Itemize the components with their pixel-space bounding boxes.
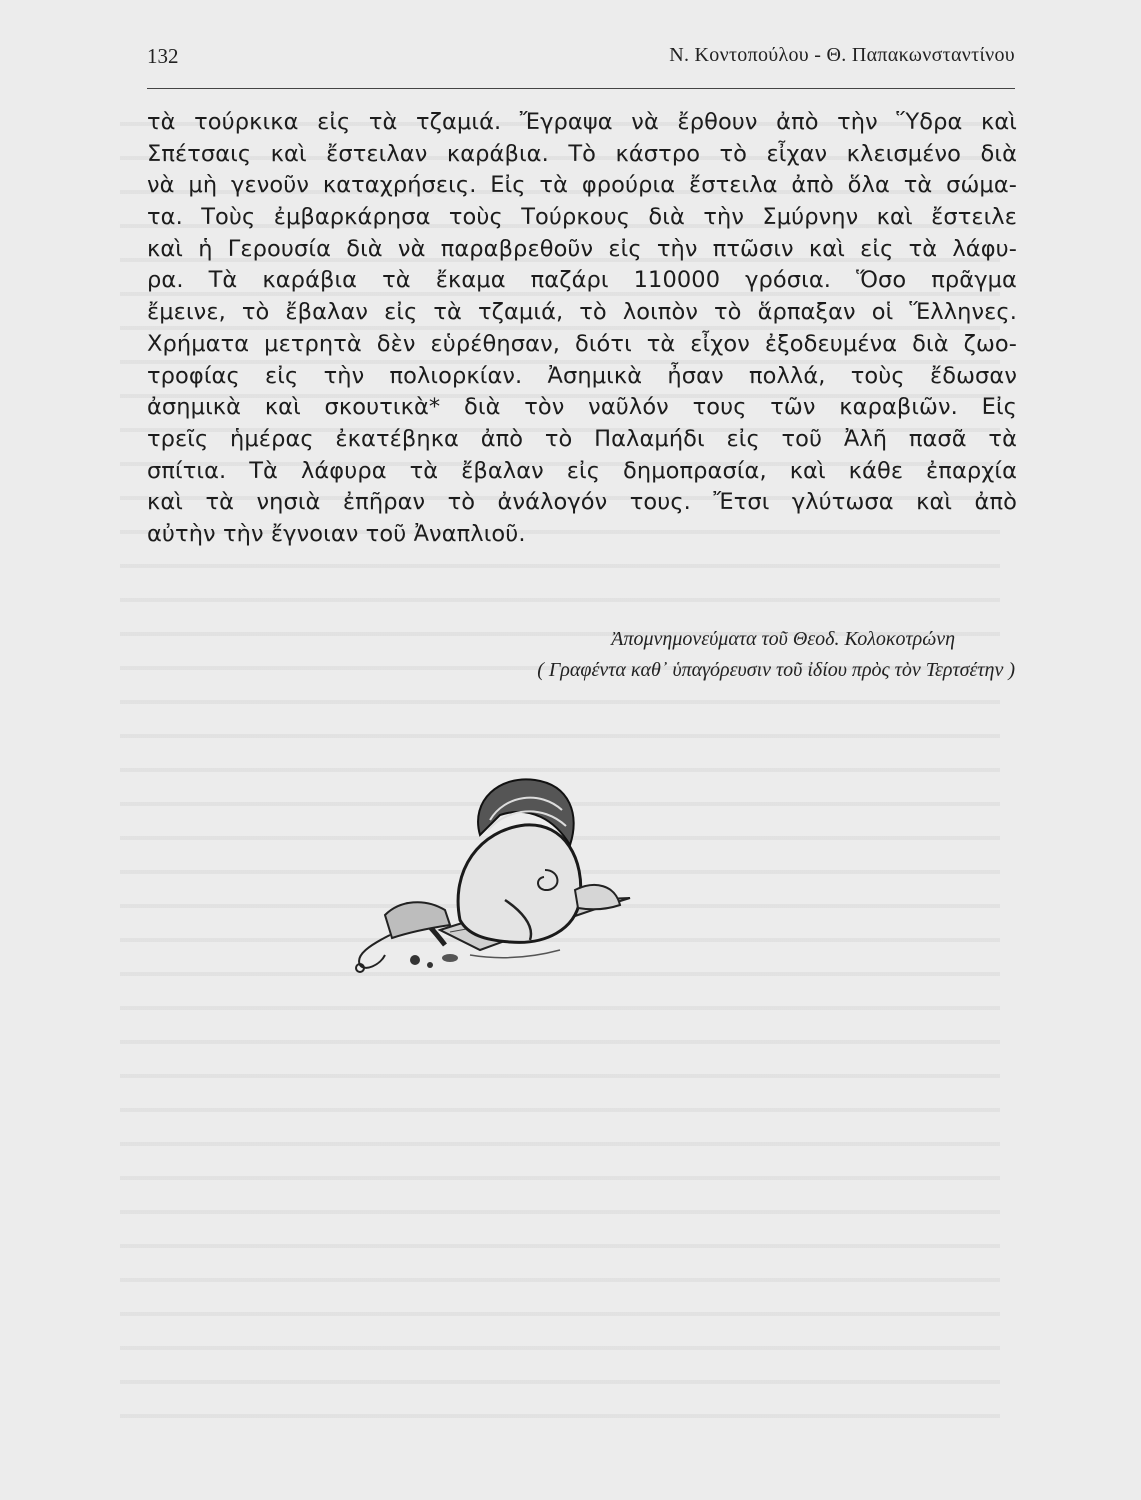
header-rule — [147, 88, 1015, 89]
body-line: σπίτια. Τὰ λάφυρα τὰ ἔβαλαν εἰς δημοπρασία, καὶ κάθε ἐπαρχία — [147, 457, 1017, 484]
body-line: ρα. Τὰ καράβια τὰ ἔκαμα παζάρι 110000 γρόσια. Ὅσο πρᾶγμα — [147, 267, 1017, 294]
running-head: Ν. Κοντοπούλου - Θ. Παπακωνσταντίνου — [669, 44, 1015, 66]
body-line: ἔμεινε, τὸ ἔβαλαν εἰς τὰ τζαμιά, τὸ λοιπὸν τὸ ἅρπαξαν οἱ Ἕλληνες. — [147, 299, 1017, 326]
page-header — [147, 44, 1015, 76]
attribution — [400, 624, 1015, 686]
body-line: τροφίας εἰς τὴν πολιορκίαν. Ἀσημικὰ ἦσαν πολλά, τοὺς ἔδωσαν — [147, 362, 1017, 389]
attribution-source: Ἀπομνημονεύματα τοῦ Θεοδ. Κολοκοτρώνη — [611, 628, 955, 650]
body-text — [147, 107, 1017, 551]
body-line: καὶ τὰ νησιὰ ἐπῆραν τὸ ἀνάλογόν τους. Ἔτσι γλύτωσα καὶ ἀπὸ — [147, 489, 1017, 516]
attribution-note: ( Γραφέντα καθ᾽ ὑπαγόρευσιν τοῦ ἰδίου πρὸς τὸν Τερτσέτην ) — [537, 659, 1015, 681]
body-line: καὶ ἡ Γερουσία διὰ νὰ παραβρεθοῦν εἰς τὴν πτῶσιν καὶ εἰς τὰ λάφυ- — [147, 235, 1017, 262]
body-line: Σπέτσαις καὶ ἔστειλαν καράβια. Τὸ κάστρο τὸ εἶχαν κλεισμένο διὰ — [147, 140, 1017, 167]
body-line: Χρήματα μετρητὰ δὲν εὑρέθησαν, διότι τὰ εἶχον ἐξοδευμένα διὰ ζωο- — [147, 330, 1017, 357]
body-line: τὰ τούρκικα εἰς τὰ τζαμιά. Ἔγραψα νὰ ἔρθουν ἀπὸ τὴν Ὕδρα καὶ — [147, 109, 1017, 135]
page-number: 132 — [147, 44, 179, 68]
body-line: νὰ μὴ γενοῦν καταχρήσεις. Εἰς τὰ φρούρια ἔστειλα ἀπὸ ὅλα τὰ σώμα- — [147, 172, 1017, 199]
body-line: τρεῖς ἡμέρας ἐκατέβηκα ἀπὸ τὸ Παλαμήδι εἰς τοῦ Ἀλῆ πασᾶ τὰ — [147, 425, 1017, 452]
helmet-sword-vignette-icon — [330, 760, 650, 1010]
body-line: τα. Τοὺς ἐμβαρκάρησα τοὺς Τούρκους διὰ τὴν Σμύρνην καὶ ἔστειλε — [147, 204, 1017, 231]
body-line: αὐτὴν τὴν ἔγνοιαν τοῦ Ἀναπλιοῦ. — [147, 520, 526, 547]
body-line: ἀσημικὰ καὶ σκουτικὰ* διὰ τὸν ναῦλόν τους τῶν καραβιῶν. Εἰς — [147, 394, 1017, 421]
